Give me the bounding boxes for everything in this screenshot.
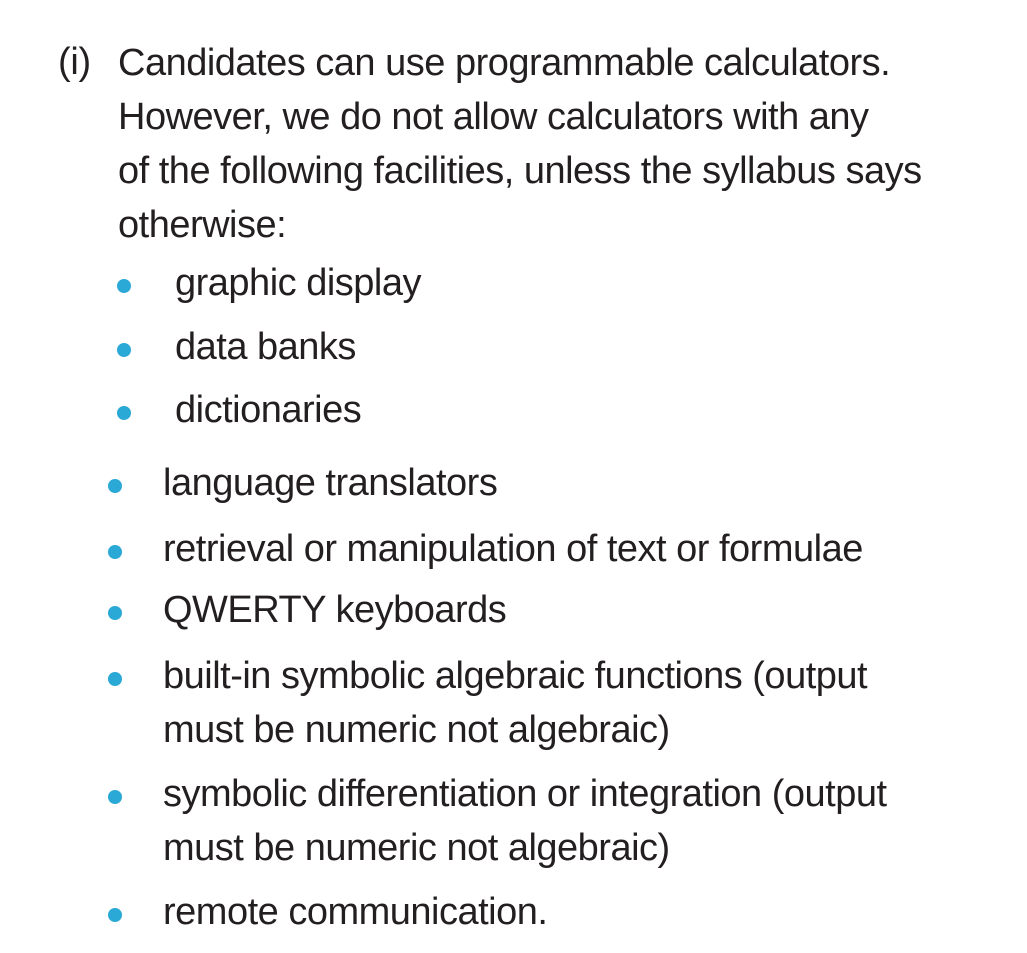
intro-line: However, we do not allow calculators with any: [118, 96, 869, 138]
bullet-dot-icon: [108, 606, 122, 620]
bullet-dot-icon: [117, 406, 131, 420]
list-item-text: remote communication.: [163, 891, 548, 933]
bullet-dot-icon: [108, 545, 122, 559]
list-item: [163, 885, 547, 939]
bullet-dot-icon: [108, 479, 122, 493]
list-item-text: must be numeric not algebraic): [163, 827, 670, 869]
bullet-dot-icon: [108, 672, 122, 686]
list-item: [163, 649, 867, 757]
bullet-dot-icon: [108, 908, 122, 922]
intro-line: otherwise:: [118, 204, 287, 246]
bullet-dot-icon: [117, 279, 131, 293]
list-item: [175, 256, 421, 310]
bullet-dot-icon: [108, 790, 122, 804]
list-item-text: data banks: [175, 326, 356, 368]
list-item: [163, 456, 497, 510]
list-item-text: must be numeric not algebraic): [163, 709, 670, 751]
intro-line: Candidates can use programmable calculators.: [118, 42, 891, 84]
intro-line: of the following facilities, unless the syllabus says: [118, 150, 922, 192]
list-item-text: retrieval or manipulation of text or formulae: [163, 528, 863, 570]
list-item: [175, 320, 356, 374]
list-item-text: language translators: [163, 462, 498, 504]
list-item: [163, 767, 887, 875]
list-item-text: QWERTY keyboards: [163, 589, 507, 631]
list-item-text: symbolic differentiation or integration (output: [163, 773, 887, 815]
section-intro: [118, 36, 1008, 252]
list-item: [163, 522, 863, 576]
bullet-dot-icon: [117, 343, 131, 357]
section-marker: (i): [58, 41, 91, 83]
list-item-text: dictionaries: [175, 389, 362, 431]
list-item: [163, 583, 506, 637]
list-item: [175, 383, 361, 437]
list-item-text: built-in symbolic algebraic functions (output: [163, 655, 868, 697]
list-item-text: graphic display: [175, 262, 421, 304]
